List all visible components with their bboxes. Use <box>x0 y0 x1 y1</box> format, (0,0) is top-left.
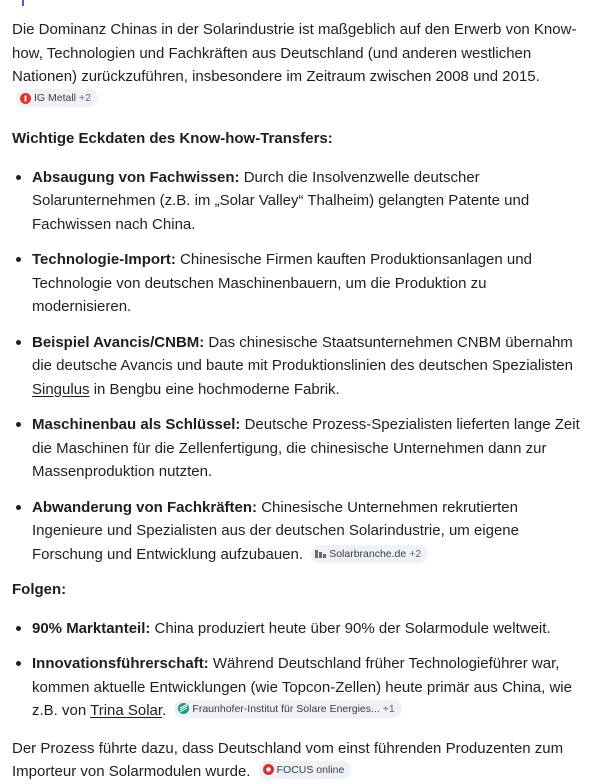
source-chip-fraunhofer[interactable]: Fraunhofer-Institut für Solare Energies... +1 <box>174 700 401 718</box>
bullet <box>16 661 21 666</box>
outro-paragraph <box>12 737 584 784</box>
list-item: 90% Marktanteil: China produziert heute über 90% der Solarmodule weltweit. <box>12 617 584 641</box>
bullet <box>16 340 21 345</box>
ai-answer <box>12 18 584 784</box>
bullet <box>16 257 21 262</box>
bullet <box>16 505 21 510</box>
bullet <box>16 175 21 180</box>
transfer-list <box>12 166 584 567</box>
intro-text: Die Dominanz Chinas in der Solarindustrie ist maßgeblich auf den Erwerb von Know-how, Technologien und Fachkräften aus Deutschland (und anderen westlichen Nationen) zurückzuführen, insbesondere im Zeitraum zwischen 2008 und 2015. <box>12 21 577 85</box>
folgen-list <box>12 617 584 723</box>
outro-text: Der Prozess führte dazu, dass Deutschland vom einst führenden Produzenten zum Importeur von Solarmodulen wurde. <box>12 739 564 780</box>
trina-solar-link[interactable]: Trina Solar <box>90 702 163 719</box>
bullet <box>16 422 21 427</box>
intro-paragraph <box>12 18 584 112</box>
list-item: Maschinenbau als Schlüssel: Deutsche Prozess-Spezialisten lieferten lange Zeit die Maschinen für die Zellenfertigung, die chinesische Unternehmen dann zur Massenproduktion nutzten. <box>12 413 584 484</box>
source-chip-solarbranche[interactable]: Solarbranche.de +2 <box>311 545 428 563</box>
section-heading-folgen: Folgen: <box>12 581 67 598</box>
source-chip-igmetall[interactable]: IG Metall +2 <box>16 89 98 107</box>
igmetall-icon <box>20 93 31 104</box>
list-item: Absaugung von Fachwissen: Durch die Insolvenzwelle deutscher Solarunternehmen (z.B. im „Solar Valley“ Thalheim) gelangten Patente und Fachwissen nach China. <box>12 166 584 237</box>
list-item: Abwanderung von Fachkräften: Chinesische Unternehmen rekrutierten Ingenieure und Spezialisten aus der deutschen Solarindustrie, um eigene Forschung und Entwicklung aufzubauen. Solarbranche.de +2 <box>12 496 584 567</box>
section-heading-transfer: Wichtige Eckdaten des Know-how-Transfers: <box>12 130 333 147</box>
source-chip-focus[interactable]: FOCUS online <box>259 761 352 779</box>
singulus-link[interactable]: Singulus <box>32 380 90 398</box>
list-item: Innovationsführerschaft: Während Deutschland früher Technologieführer war, kommen aktuelle Entwicklungen (wie Topcon-Zellen) heute primär aus China, wie z.B. von Trina Solar. Fraunhofer-Institut für Solare Energies... +1 <box>12 652 584 723</box>
focus-online-icon <box>263 764 274 775</box>
list-item: Beispiel Avancis/CNBM: Das chinesische Staatsunternehmen CNBM übernahm die deutsche Avancis und baute mit Produktionslinien des deutschen Spezialisten Singulus in Bengbu eine hochmoderne Fabrik. <box>12 331 584 402</box>
bullet <box>16 626 21 631</box>
fraunhofer-icon <box>178 703 189 714</box>
solarbranche-icon <box>315 550 326 558</box>
list-item: Technologie-Import: Chinesische Firmen kauften Produktionsanlagen und Technologie von deutschen Maschinenbauern, um die Produktion zu modernisieren. <box>12 248 584 319</box>
scroll-indicator <box>22 0 24 6</box>
